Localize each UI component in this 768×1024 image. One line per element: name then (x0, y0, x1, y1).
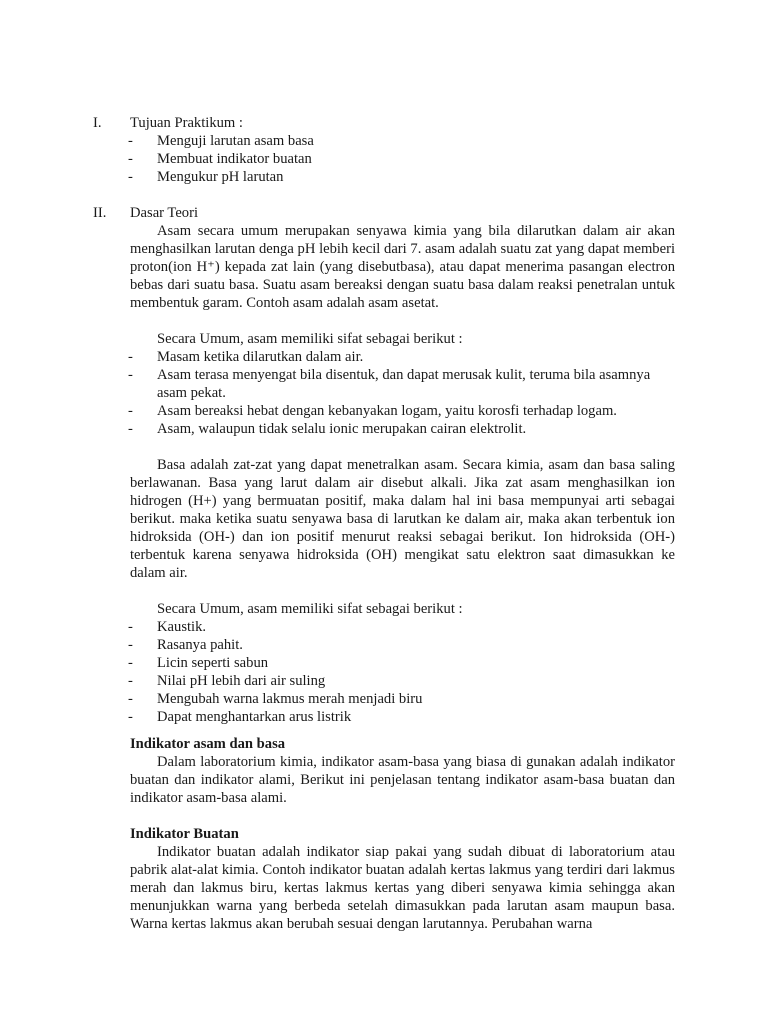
base-property-item: - Mengubah warna lakmus merah menjadi biru (128, 691, 423, 707)
base-property-item: - Licin seperti sabun (128, 655, 269, 671)
section-1-numeral: I. (93, 115, 102, 131)
base-property-text: Rasanya pahit. (157, 637, 243, 653)
acid-properties-intro: Secara Umum, asam memiliki sifat sebagai berikut : (157, 331, 463, 347)
section-2-numeral: II. (93, 205, 107, 221)
acid-property-item: - Asam bereaksi hebat dengan kebanyakan logam, yaitu korosfi terhadap logam. (128, 403, 617, 419)
objective-item: - Mengukur pH larutan (128, 169, 284, 185)
base-property-item: - Rasanya pahit. (128, 637, 243, 653)
objective-text: Membuat indikator buatan (157, 151, 312, 167)
section-1-heading (93, 114, 675, 132)
base-property-item: - Nilai pH lebih dari air suling (128, 673, 326, 689)
acid-definition-paragraph: Asam secara umum merupakan senyawa kimia yang bila dilarutkan dalam air akan menghasilkan larutan denga pH lebih kecil dari 7. asam adalah suatu zat yang dapat memberi proton(ion H⁺) kepada zat lain (yang disebutbasa), atau dapat menerima pasangan electron bebas dari suatu basa. Suatu asam bereaksi dengan suatu basa dalam reaksi penetralan untuk membentuk garam. Contoh asam adalah asam asetat. (130, 223, 675, 311)
base-property-item: - Kaustik. (128, 619, 207, 635)
section-2-heading (93, 204, 675, 222)
artificial-indicator-heading: Indikator Buatan (130, 826, 239, 842)
section-1-title: Tujuan Praktikum : (130, 115, 243, 131)
acid-property-item: - Asam, walaupun tidak selalu ionic merupakan cairan elektrolit. (128, 421, 527, 437)
base-property-text: Mengubah warna lakmus merah menjadi biru (157, 691, 423, 707)
acid-property-item: - Masam ketika dilarutkan dalam air. (128, 349, 364, 365)
acid-property-text: Asam bereaksi hebat dengan kebanyakan logam, yaitu korosfi terhadap logam. (157, 403, 617, 419)
section-2-title: Dasar Teori (130, 205, 199, 221)
base-property-item: - Dapat menghantarkan arus listrik (128, 709, 352, 725)
acid-property-text: Asam, walaupun tidak selalu ionic merupakan cairan elektrolit. (157, 421, 527, 437)
acid-property-item: - Asam terasa menyengat bila disentuk, dan dapat merusak kulit, teruma bila asamnya asam pekat. (128, 367, 651, 401)
base-property-text: Licin seperti sabun (157, 655, 269, 671)
acid-property-text: Masam ketika dilarutkan dalam air. (157, 349, 364, 365)
base-properties-intro: Secara Umum, asam memiliki sifat sebagai berikut : (157, 601, 463, 617)
base-property-text: Dapat menghantarkan arus listrik (157, 709, 352, 725)
base-property-text: Nilai pH lebih dari air suling (157, 673, 326, 689)
objective-item: - Membuat indikator buatan (128, 151, 312, 167)
indicator-heading: Indikator asam dan basa (130, 736, 286, 752)
artificial-indicator-paragraph: Indikator buatan adalah indikator siap pakai yang sudah dibuat di laboratorium atau pabrik alat-alat kimia. Contoh indikator buatan adalah kertas lakmus yang terdiri dari lakmus merah dan lakmus biru, kertas lakmus kertas yang diberi senyawa kimia sehingga akan menunjukkan warna yang berbeda setelah dimasukkan pada larutan asam maupun basa. Warna kertas lakmus akan berubah sesuai dengan larutannya. Perubahan warna (130, 844, 675, 932)
base-definition-paragraph: Basa adalah zat-zat yang dapat menetralkan asam. Secara kimia, asam dan basa saling berlawanan. Basa yang larut dalam air disebut alkali. Jika zat asam menghasilkan ion hidrogen (H+) yang bermuatan positif, maka dalam hal ini basa mempunyai arti sebagai berikut. maka ketika suatu senyawa basa di larutkan ke dalam air, maka akan terbentuk ion hidroksida (OH-) dan ion positif menurut reaksi sebagai berikut. Ion hidroksida (OH-) terbentuk karena senyawa hidroksida (OH) mengikat satu elektron saat dimasukkan ke dalam air. (130, 457, 675, 581)
objective-item: - Menguji larutan asam basa (128, 133, 314, 149)
document-body (93, 114, 675, 933)
acid-property-text: Asam terasa menyengat bila disentuk, dan dapat merusak kulit, teruma bila asamnya asam pekat. (157, 367, 651, 401)
objective-text: Menguji larutan asam basa (157, 133, 314, 149)
base-property-text: Kaustik. (157, 619, 207, 635)
indicator-paragraph: Dalam laboratorium kimia, indikator asam-basa yang biasa di gunakan adalah indikator buatan dan indikator alami, Berikut ini penjelasan tentang indikator asam-basa buatan dan indikator asam-basa alami. (130, 754, 675, 806)
objective-text: Mengukur pH larutan (157, 169, 284, 185)
